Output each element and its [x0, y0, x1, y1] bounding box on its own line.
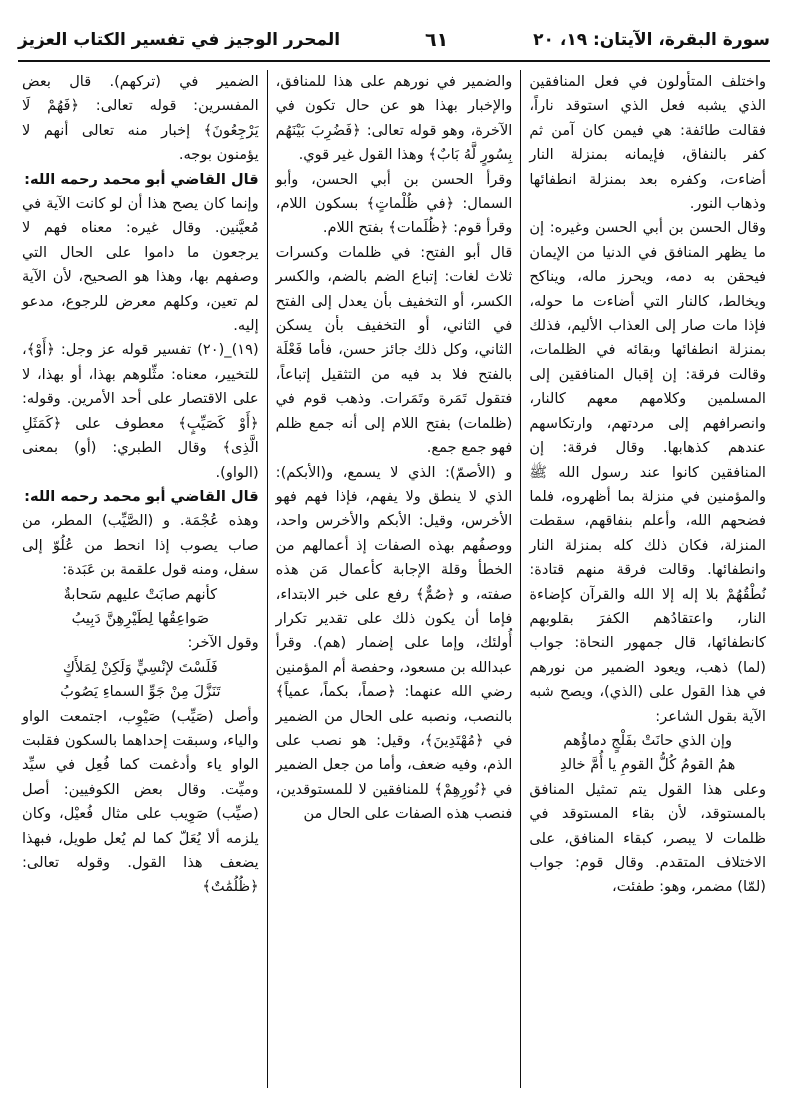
paragraph: والضمير في نورهم على هذا للمنافق، والإخبار بهذا هو عن حال تكون في الآخرة، وهو قوله تعالى: ﴿فَضُرِبَ بَيْنَهُم بِسُورٍ لَّهُ بَابٌ﴾ وهذا القول غير قوي. — [275, 73, 513, 164]
paragraph: واختلف المتأولون في فعل المنافقين الذي يشبه فعل الذي استوقد ناراً، فقالت طائفة: هي فيمن كان آمن ثم كفر بالنفاق، فإيمانه بمنزلة النار أضاءت، وكفره بعد بمنزلة انطفائها وذهاب النور. — [529, 73, 766, 213]
column-middle — [268, 70, 522, 1088]
paragraph: قال أبو الفتح: في ظلمات وكسرات ثلاث لغات: إتباع الضم بالضم، والكسر الكسر، أو التخفيف بأن يعدل إلى الفتح في الثاني، أو التخفيف بأن يسكن الثاني، وكل ذلك جائز حسن، فأما فَعْلَة بالفتح فلا بد فيه من التثقيل إتباعاً، فتقول تَمَرة وتَمَرات. وذهب قوم في (ظلمات) بفتح اللام إلى أنه جمع ظلم فهو جمع جمع. — [275, 243, 513, 457]
section-heading: قال القاضي أبو محمد رحمه الله: — [24, 170, 259, 188]
paragraph: و (الأصمّ): الذي لا يسمع، و(الأبكم): الذي لا ينطق ولا يفهم، فإذا فهم فهو الأخرس، وقيل: الأبكم والأخرس واحد، ووصفُهم بهذه الصفات إذ أعمالهم من الخطأ وقلة الإجابة كأعمال مَن هذه صفته، و ﴿صُمٌّ﴾ رفع على خبر الابتداء، فإما أن يكون ذلك على تقدير تكرار أُولئك، وإما على إضمار (هم). وقرأ عبدالله بن مسعود، وحفصة أم المؤمنين رضي الله عنهما: ﴿صماً، بكماً، عمياً﴾ بالنصب، ونصبه على الحال من الضمير في ﴿مُهْتَدِينَ﴾، وقيل: هو نصب على الذم، وفيه ضعف، وأما من جعل الضمير في ﴿نُورِهِمْ﴾ للمنافقين لا للمستوقدين، فنصب هذه الصفات على الحال من — [275, 463, 513, 823]
paragraph: الضمير في (تركهم). قال بعض المفسرين: قوله تعالى: ﴿فَهُمْ لَا يَرْجِعُونَ﴾ إخبار منه تعالى أنهم لا يؤمنون بوجه. — [21, 73, 259, 164]
poetry-verse: صَواعِقُها لِطَيْرِهِنَّ دَبِيبُ — [71, 609, 210, 627]
poetry-verse: وإن الذي حانَتْ بفَلْجٍ دماؤُهم — [563, 731, 733, 749]
poetry-verse: كأنهم صابَتْ عليهم سَحابةٌ — [63, 585, 218, 603]
text-columns — [14, 70, 774, 1088]
column-right — [521, 70, 774, 1088]
paragraph: وهذه عُجْمَة. و (الصَّيِّب) المطر، من صاب يصوب إذا انحط من عُلُوّ إلى سفل، ومنه قول علقمة بن عَبَدة: — [21, 512, 259, 579]
column-left — [14, 70, 268, 1088]
header-rule — [18, 60, 770, 62]
poetry-verse: تَنَزَّلَ مِنْ جَوِّ السماءِ يَصُوبُ — [60, 683, 221, 701]
paragraph: (١٩)_(٢٠) تفسير قوله عز وجل: ﴿أَوْ﴾، للتخيير، معناه: مثِّلوهم بهذا، أو بهذا، لا على الاقتصار على أحد الأمرين. وقوله: ﴿أَوْ كَصَيِّبٍ﴾ معطوف على ﴿كَمَثَلِ الَّذِى﴾ وقال الطبري: (أو) بمعنى (الواو). — [21, 341, 259, 481]
page-header — [18, 22, 770, 58]
section-heading: قال القاضي أبو محمد رحمه الله: — [24, 487, 259, 505]
poetry-verse: همُ القومُ كُلُّ القومِ يا أُمَّ خالدِ — [559, 756, 736, 774]
paragraph: وقول الآخر: — [187, 634, 259, 652]
paragraph: وإنما كان يصح هذا أن لو كانت الآية في مُعيَّنين. وقال غيره: معناه فهم لا يرجعون ما داموا على الحال التي وصفهم بها، وهذا هو الصحيح، لأن الآية لم تعين، وكلهم معرض للرجوع، مدعو إليه. — [21, 195, 259, 335]
poetry-verse: فَلَسْتَ لإنْسِيٍّ وَلَكِنْ لِمَلأَكٍ — [62, 658, 218, 676]
surah-heading: سورة البقرة، الآيتان: ١٩، ٢٠ — [533, 30, 770, 50]
book-title: المحرر الوجيز في تفسير الكتاب العزيز — [18, 30, 341, 50]
paragraph: وقرأ الحسن بن أبي الحسن، وأبو السمال: ﴿في ظُلْماتٍ﴾ بسكون اللام، وقرأ قوم: ﴿ظُلَمات﴾ بفتح اللام. — [275, 170, 513, 237]
page-number: ٦١ — [425, 29, 449, 51]
paragraph: وعلى هذا القول يتم تمثيل المنافق بالمستوقد، لأن بقاء المستوقد في ظلمات لا يبصر، كبقاء المنافق، على الاختلاف المتقدم. وقال قوم: جواب (لمّا) مضمر، وهو: طفئت، — [529, 780, 766, 896]
paragraph: وأصل (صَيِّب) صَيْوِب، اجتمعت الواو والياء، وسبقت إحداهما بالسكون فقلبت الواو ياء وأدغمت كما فُعِل في سيِّد وميِّت. وقال بعض الكوفيين: أصل (صيِّب) صَوِيب على مثال فُعيْل، وكان يلزمه ألا يُعَلّ كما لم يُعل طويل، فبهذا يضعف هذا القول. وقوله تعالى: ﴿ظُلُمَٰتٌ﴾ — [21, 707, 259, 896]
paragraph: وقال الحسن بن أبي الحسن وغيره: إن ما يظهر المنافق في الدنيا من الإيمان فيحقن به دمه، ويحرز ماله، ويناكح ويخالط، كالنار التي أضاءت ما حوله، فإذا مات صار إلى العذاب الأليم، فذلك بمنزلة انطفائها وبقائه في الظلمات، وقالت فرقة: إن إقبال المنافقين إلى المسلمين وكلامهم معهم كالنار، وانصرافهم إلى مردتهم، وارتكاسهم عندهم كذهابها. وقال فرقة: إن المنافقين كانوا عند رسول الله ﷺ والمؤمنين في منزلة بما أظهروه، فلما فضحهم الله، وأعلم بنفاقهم، سقطت المنزلة، فكان ذلك كله بمنزلة النار وانطفائها. وقالت فرقة منهم قتادة: نُطْقُهُمْ بلا إله إلا الله والقرآن كإضاءة النار، واعتقادُهم الكفرَ بقلوبهم كانطفائها، قال جمهور النحاة: جواب (لما) ذهب، ويعود الضمير من نورهم في هذا القول على (الذي)، ويصح شبه الآية بقول الشاعر: — [529, 219, 766, 725]
